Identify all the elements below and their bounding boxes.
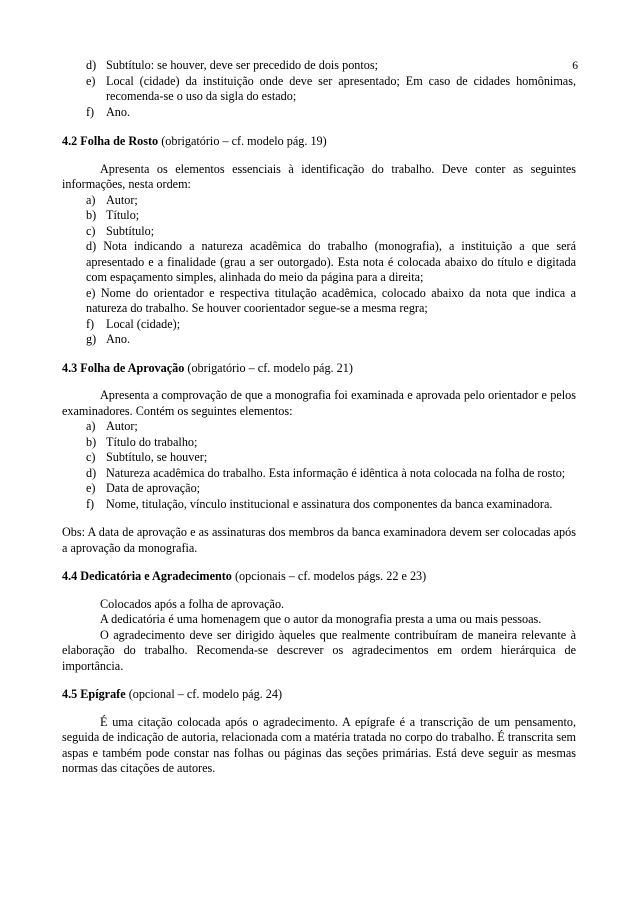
page-number: 6: [572, 60, 578, 72]
section-heading: 4.4 Dedicatória e Agradecimento (opcionais – cf. modelos págs. 22 e 23): [62, 569, 427, 583]
list-item: d) Subtítulo: se houver, deve ser precedido de dois pontos;: [86, 58, 378, 72]
section-heading: 4.2 Folha de Rosto (obrigatório – cf. modelo pág. 19): [62, 134, 327, 148]
list-item: e) Nome do orientador e respectiva titulação acadêmica, colocado abaixo da nota que indica a natureza do trabalho. Se houver coorientador segue-se a mesma regra;: [86, 285, 576, 315]
list-item: d) Nota indicando a natureza acadêmica do trabalho (monografia), a instituição a que será apresentado e a finalidade (grau a ser outorgado). Esta nota é colocada abaixo do título e digitada com espaçamento simples, alinhada do meio da página para a direita;: [86, 239, 576, 284]
list-item: b) Título;: [86, 208, 140, 222]
list-item: e) Local (cidade) da instituição onde deve ser apresentado; Em caso de cidades homônimas, recomenda-se o uso da sigla do estado;: [86, 73, 576, 103]
list-item: b) Título do trabalho;: [86, 434, 198, 449]
paragraph: Apresenta os elementos essenciais à identificação do trabalho. Deve conter as seguintes informações, nesta ordem:: [62, 161, 576, 191]
list-item: f) Ano.: [86, 104, 131, 119]
list-item: f) Local (cidade);: [86, 316, 181, 331]
list-item: g) Ano.: [86, 332, 131, 346]
list-item: a) Autor;: [86, 419, 138, 433]
paragraph: O agradecimento deve ser dirigido àqueles que realmente contribuíram de maneira relevante à elaboração do trabalho. Recomenda-se descrever os agradecimentos em ordem hierárquica de importância.: [62, 627, 576, 673]
top-list: [62, 58, 576, 120]
list-item: e) Data de aprovação;: [86, 481, 201, 495]
paragraph: A dedicatória é uma homenagem que o autor da monografia presta a uma ou mais pessoas.: [100, 612, 542, 626]
list-item: c) Subtítulo;: [86, 223, 155, 238]
list-item: f) Nome, titulação, vínculo institucional e assinatura dos componentes da banca examinadora.: [86, 496, 553, 511]
paragraph: É uma citação colocada após o agradecimento. A epígrafe é a transcrição de um pensamento, seguida de indicação de autoria, relacionada com a matéria tratada no corpo do trabalho. É transcrita sem aspas e também pode constar nas folhas ou páginas das seções primárias. Está deve seguir as mesmas normas das citações de autores.: [62, 714, 576, 775]
document-page: [62, 58, 576, 777]
section-heading: 4.3 Folha de Aprovação (obrigatório – cf. modelo pág. 21): [62, 360, 353, 375]
paragraph: Colocados após a folha de aprovação.: [100, 596, 285, 611]
list-item: d) Natureza acadêmica do trabalho. Esta informação é idêntica à nota colocada na folha de rosto;: [86, 465, 566, 480]
section-heading: 4.5 Epígrafe (opcional – cf. modelo pág. 24): [62, 687, 283, 701]
list-item: a) Autor;: [86, 192, 138, 207]
section-list: [62, 419, 576, 512]
list-item: c) Subtítulo, se houver;: [86, 450, 208, 464]
obs-note: Obs: A data de aprovação e as assinaturas dos membros da banca examinadora devem ser colocadas após a aprovação da monografia.: [62, 525, 576, 555]
section-list: [62, 193, 576, 348]
paragraph: Apresenta a comprovação de que a monografia foi examinada e aprovada pelo orientador e pelos examinadores. Contém os seguintes elementos:: [62, 388, 576, 418]
